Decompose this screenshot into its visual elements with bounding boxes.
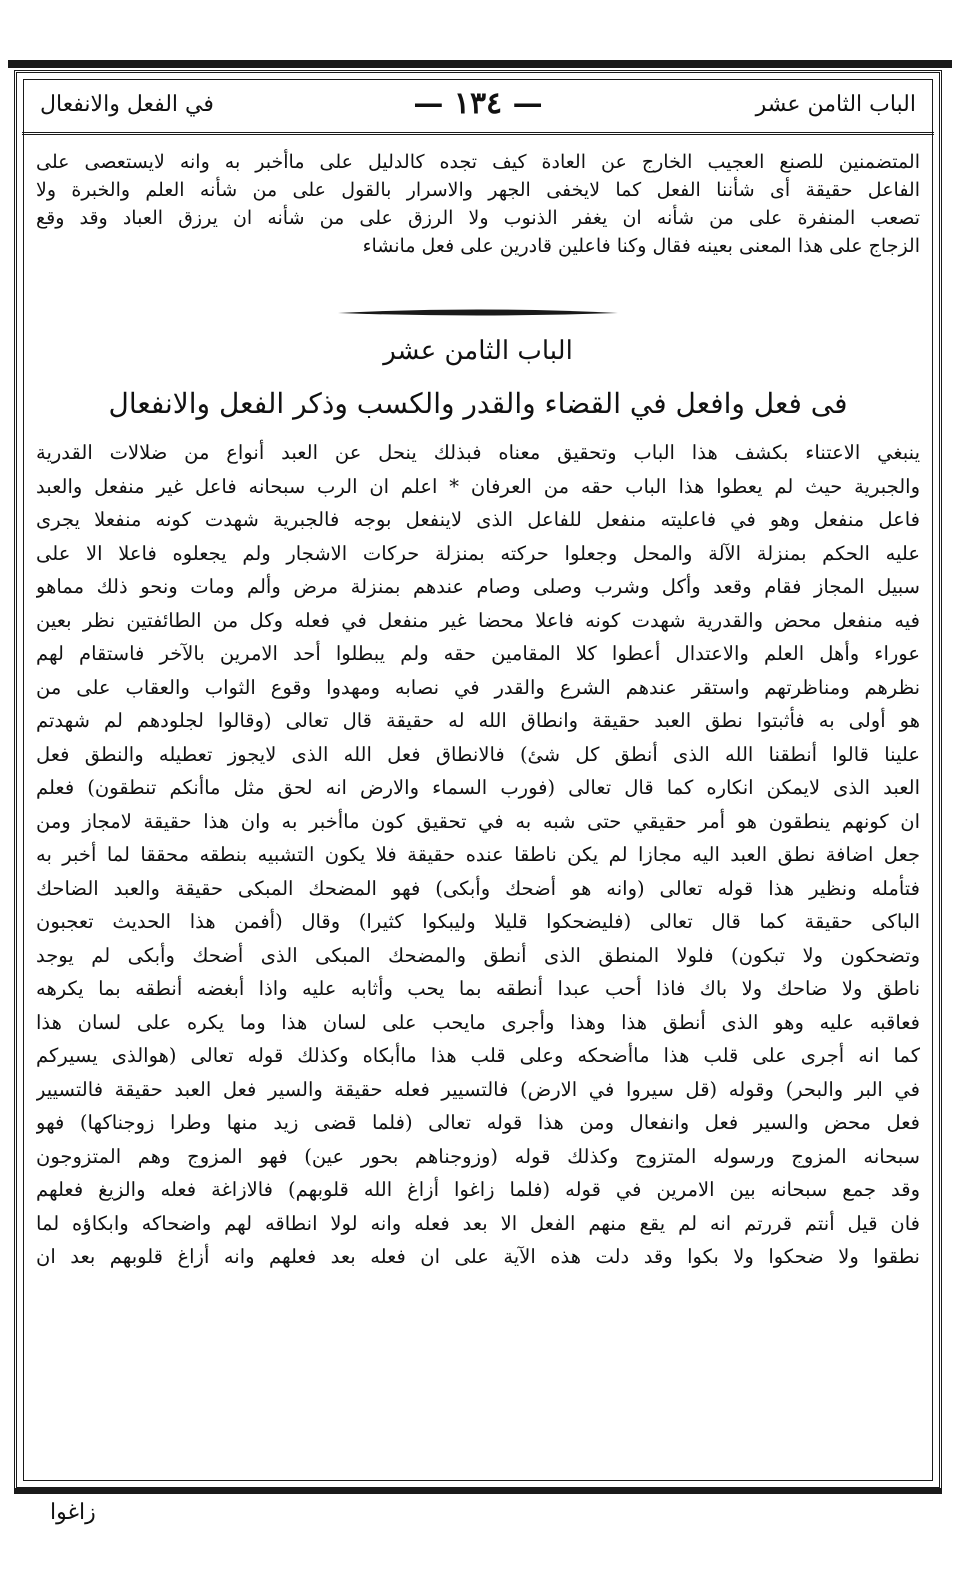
bottom-border-rule — [14, 1488, 942, 1494]
text-line: كما انه أجرى على قلب هذا ماأضحكه وعلى قلب هذا ماأبكاه وكذلك قوله تعالى (هوالذى يسيركم — [36, 1044, 920, 1067]
text-line: نظرهم ومناظرتهم واستقر عندهم الشرع والقدر في نصابه ومهدوا وقوع الثواب والعقاب على من — [36, 675, 920, 699]
text-line: الزجاج على هذا المعنى بعينه فقال وكنا فاعلين قادرين على فعل مانشاء — [362, 235, 920, 257]
chapter-subtitle: فى فعل وافعل في القضاء والقدر والكسب وذكر الفعل والانفعال — [108, 387, 848, 420]
text-line: فيه منفعل محض والقدرية شهدت كونه فاعلا محضا غير منفعل في فعله وكل من الطائفتين نظر بعين — [36, 608, 920, 632]
text-line: الباكى حقيقة كما قال تعالى (فليضحكوا قليلا وليبكوا كثيرا) وقال (أفمن هذا الحديث تعجبون — [36, 910, 920, 933]
text-line: وقد جمع سبحانه بين الامرين في قوله (فلما زاغوا أزاغ الله قلوبهم) فالازاغة فعله والزيغ فعلهم — [36, 1178, 920, 1201]
text-line: جعل اضافة نطق العبد اليه مجازا لم يكن ناطقا عنده حقيقة فلا يكون التشبيه بنطقه محققا لما أخبر به — [36, 843, 920, 866]
text-line: وتضحكون ولا تبكون) فلولا المنطق الذى أنطق والمضحك المبكى الذى أضحك وأبكى لم يوجد — [36, 943, 920, 967]
section-ornament — [328, 308, 628, 318]
chapter-body — [36, 436, 920, 1274]
catchword: زاغوا — [50, 1500, 96, 1525]
text-line: والجبرية حيث لم يعطوا هذا الباب حقه من العرفان * اعلم ان الرب سبحانه فاعل غير منفعل والعبد — [36, 474, 920, 498]
header-chapter: الباب الثامن عشر — [755, 92, 916, 117]
text-line: العبد الذى لايمكن انكاره كما قال تعالى (فورب السماء والارض انه لحق مثل ماأنكم تنطقون) فعلم — [36, 776, 920, 799]
text-line: سبيل المجاز فقام وقعد وأكل وشرب وصلى وصام عندهم بمنزلة مرض وألم ومات ونحو ذلك مماهو — [36, 575, 920, 598]
running-header — [30, 84, 926, 128]
text-line: فعاقبه عليه وهو الذى أنطق هذا وهذا وأجرى مايحب على لسان هذا وما يكره على لسان هذا — [36, 1010, 920, 1034]
text-line: فاعل منفعل وهو في فاعليته منفعل للفاعل الذى لاينفعل بوجه فالجبرية شهدت كونه منفعلا يجرى — [36, 508, 920, 531]
text-line: ينبغي الاعتناء بكشف هذا الباب وتحقيق معناه فبذلك ينحل عن العبد أنواع من ضلالات القدرية — [36, 441, 920, 464]
header-topic: في الفعل والانفعال — [40, 92, 214, 117]
text-line: في البر والبحر) وقوله (قل سيروا في الارض) فالتسيير فعله حقيقة والسير فعل العبد حقيقة فالتسيير — [36, 1077, 920, 1101]
text-line: المتضمنين للصنع العجيب الخارج عن العادة كيف تجده كالدليل على ماأخبر به وانه لايستعصى على — [36, 151, 920, 173]
text-line: فان قيل أنتم قررتم انه لم يقع منهم الفعل الا بعد فعله وانه لولا انطاقه لهم واضحاكه وابكاؤه لما — [36, 1211, 920, 1235]
text-line: فعل محض والسير فعل وانفعال ومن هذا قوله تعالى (فلما قضى زيد منها وطرا زوجناكها) فهو — [36, 1111, 920, 1134]
text-line: الفاعل حقيقة أى شأننا الفعل كما لايخفى الجهر والاسرار بالقول على من شأنه العلم والخبرة ولا — [36, 179, 920, 201]
chapter-title: الباب الثامن عشر — [383, 336, 573, 366]
top-border-rule — [8, 60, 952, 68]
text-line: فتأمله ونظير هذا قوله تعالى (وانه هو أضحك وأبكى) فهو المضحك المبكى حقيقة والعبد الضاحك — [36, 876, 920, 900]
intro-paragraph — [36, 148, 920, 260]
text-line: عوراء وأهل العلم والاعتدال أعطوا كلا المقامين حقه ولم يبطلوا أحد الامرين بالآخر فاستقام لهم — [36, 642, 920, 665]
text-line: علينا قالوا أنطقنا الله الذى أنطق كل شئ) فالانطاق فعل الله الذى لايجوز تعطيله والنطق فعل — [36, 742, 920, 766]
text-line: نطقوا ولا ضحكوا ولا بكوا وقد دلت هذه الآية على ان فعله بعد فعلهم وانه أزاغ قلوبهم بعد ان — [36, 1245, 920, 1268]
text-line: ناطق ولا ضاحك ولا باك فاذا أحب عبدا أنطقه بما يحب وأثابه عليه واذا أبغضه أنطقه بما يكرهه — [36, 977, 920, 1000]
header-divider — [22, 132, 934, 135]
text-line: سبحانه المزوج ورسوله المتزوج وكذلك قوله (وزوجناهم بحور عين) فهو المزوج وهم المتزوجون — [36, 1144, 920, 1168]
text-line: عليه الحكم بمنزلة الآلة والمحل وجعلوا حركته بمنزلة حركات الاشجار ولم يجعلوه فاعلا الا على — [36, 541, 920, 565]
text-line: هو أولى به فأثبتوا نطق العبد حقيقة وانطاق الله له حقيقة قال تعالى (وقالوا لجلودهم لم شهدتم — [36, 709, 920, 732]
text-line: تصعب المنفرة على من شأنه ان يغفر الذنوب ولا الرزق على من شأنه ان يرزق العباد وقد وقع — [36, 207, 920, 229]
page-number: — ١٣٤ — — [413, 86, 543, 121]
text-line: ان كونهم ينطقون هو أمر حقيقي حتى شبه به في تحقيق كون ماأخبر به وان هذا حقيقة لامجاز ومن — [36, 809, 920, 833]
